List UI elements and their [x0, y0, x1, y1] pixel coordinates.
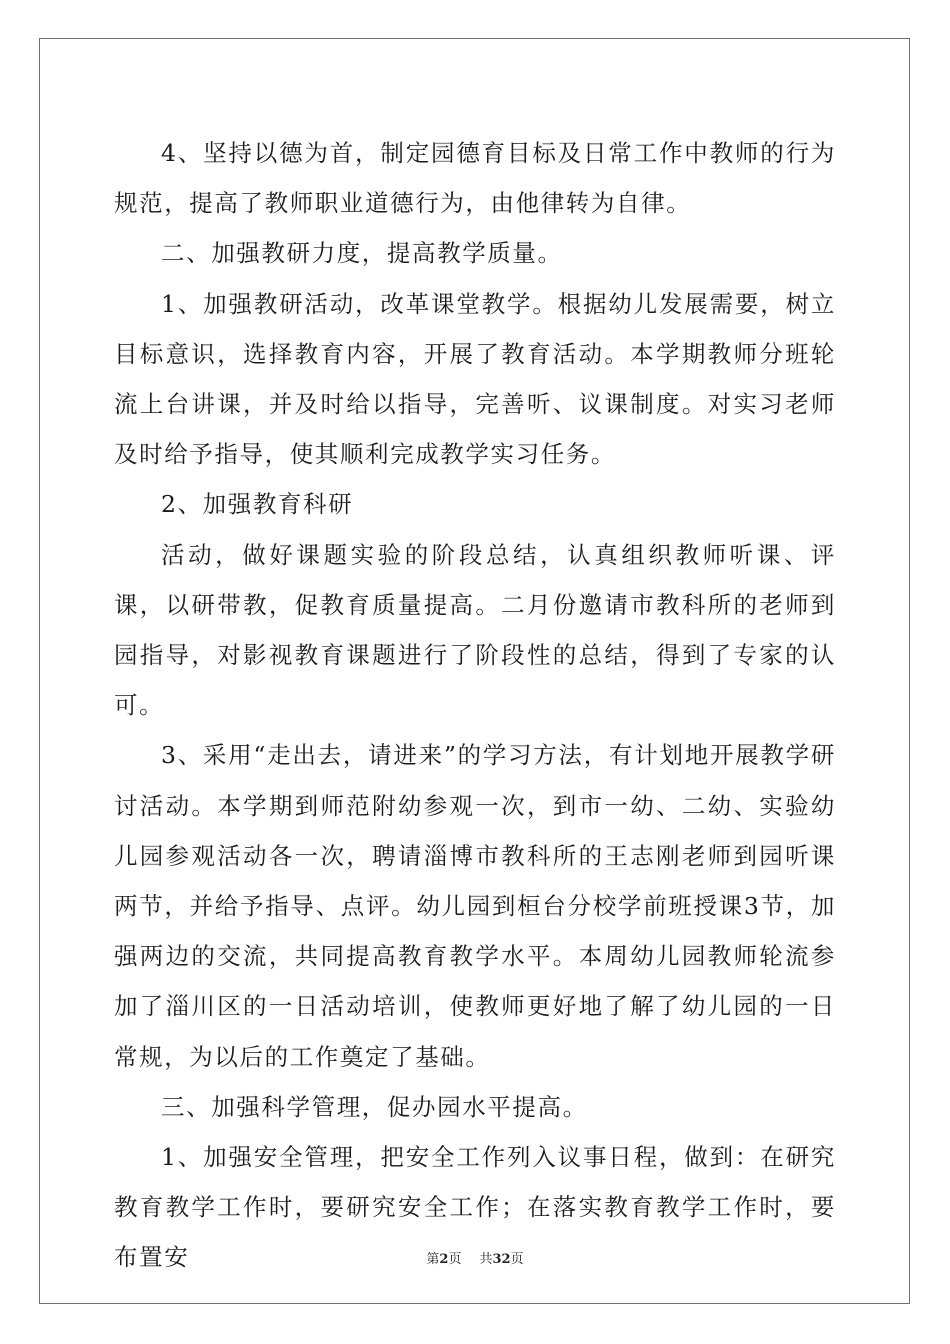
document-body: [114, 128, 836, 1283]
total-pages: 32: [492, 1252, 511, 1267]
page-suffix: 页: [448, 1252, 462, 1267]
heading-section-2: 二、加强教研力度，提高教学质量。: [161, 239, 563, 268]
paragraph-2-3: 3、采用“走出去，请进来”的学习方法，有计划地开展教学研讨活动。本学期到师范附幼参观一次，到市一幼、二幼、实验幼儿园参观活动各一次，聘请淄博市教科所的王志刚老师到园听课两节，并给予指导、点评。幼儿园到桓台分校学前班授课3节，加强两边的交流，共同提高教育教学水平。本周幼儿园教师轮流参加了淄川区的一日活动培训，使教师更好地了解了幼儿园的一日常规，为以后的工作奠定了基础。: [114, 741, 836, 1071]
total-suffix: 页: [510, 1252, 524, 1267]
page-footer: [0, 1248, 950, 1267]
paragraph-1: 4、坚持以德为首，制定园德育目标及日常工作中教师的行为规范，提高了教师职业道德行为，由他律转为自律。: [114, 139, 836, 218]
total-prefix: 共: [479, 1252, 493, 1267]
paragraph-3-1: 1、加强安全管理，把安全工作列入议事日程，做到：在研究教育教学工作时，要研究安全工作；在落实教育教学工作时，要布置安: [114, 1143, 836, 1272]
page-prefix: 第: [426, 1252, 440, 1267]
paragraph-2-1: 1、加强教研活动，改革课堂教学。根据幼儿发展需要，树立目标意识，选择教育内容，开展了教育活动。本学期教师分班轮流上台讲课，并及时给以指导，完善听、议课制度。对实习老师及时给予指导，使其顺利完成教学实习任务。: [114, 289, 836, 469]
paragraph-2-2-body: 活动，做好课题实验的阶段总结，认真组织教师听课、评课，以研带教，促教育质量提高。二月份邀请市教科所的老师到园指导，对影视教育课题进行了阶段性的总结，得到了专家的认可。: [114, 540, 836, 720]
heading-section-3: 三、加强科学管理，促办园水平提高。: [161, 1092, 588, 1121]
page-number: 2: [439, 1252, 449, 1267]
paragraph-2-2-title: 2、加强教育科研: [161, 490, 354, 519]
